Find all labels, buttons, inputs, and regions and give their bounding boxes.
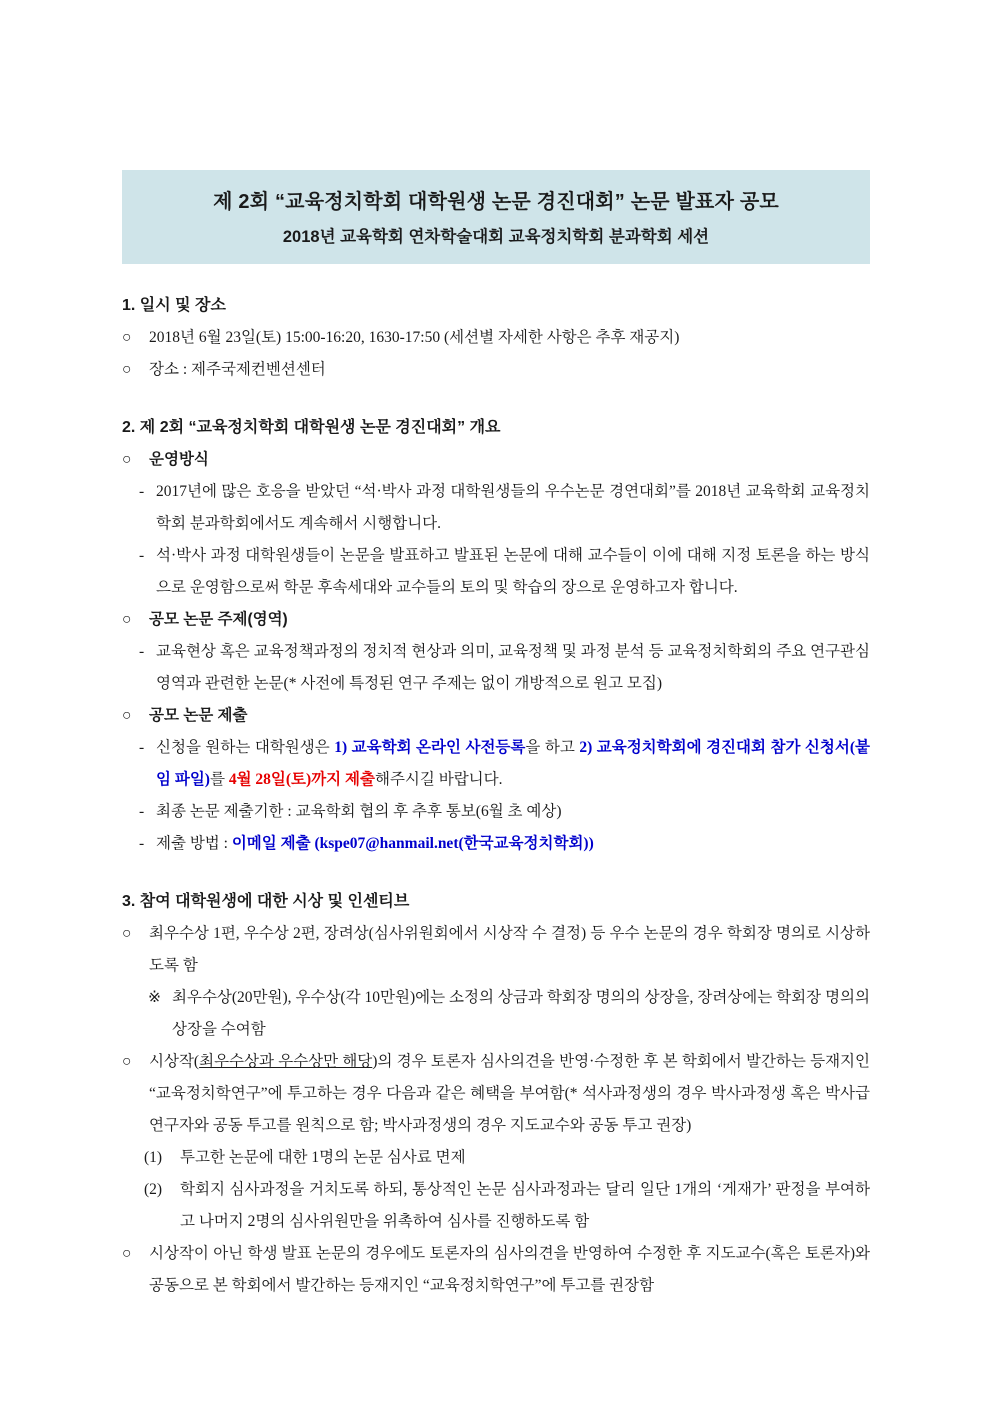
- circle-bullet: ○: [122, 707, 132, 724]
- submission-deadline-highlight: 4월 28일(토)까지 제출: [228, 771, 375, 788]
- awards-item: [122, 918, 870, 982]
- application-intro-text: 신청을 원하는 대학원생은: [156, 739, 335, 756]
- benefit-2-text: 학회지 심사과정을 거치도록 하되, 통상적인 논문 심사과정과는 달리 일단 1개의 ‘게재가’ 판정을 부여하고 나머지 2명의 심사위원만을 위촉하여 심사를 진행하도록 함: [180, 1181, 870, 1230]
- number-marker-2: (2): [144, 1181, 163, 1198]
- awards-text: 최우수상 1편, 우수상 2편, 장려상(심사위원회에서 시상작 수 결정) 등 우수 논문의 경우 학회장 명의로 시상하도록 함: [149, 925, 870, 974]
- circle-bullet: ○: [122, 1053, 132, 1070]
- application-closing-text: 해주시길 바랍니다.: [374, 771, 503, 788]
- application-procedure-text: [156, 732, 870, 796]
- journal-benefit-text: [149, 1046, 870, 1142]
- operation-history-text: 2017년에 많은 호응을 받았던 “석·박사 과정 대학원생들의 우수논문 경연대회”를 2018년 교육학회 교육정치학회 분과학회에서도 계속해서 시행합니다.: [156, 483, 870, 532]
- circle-bullet: ○: [122, 451, 132, 468]
- dash-bullet: -: [139, 483, 145, 500]
- paper-submission-label-item: [122, 700, 870, 732]
- section-3-heading: 3. 참여 대학원생에 대한 시상 및 인센티브: [122, 893, 410, 910]
- section-3: [122, 886, 870, 1302]
- application-connector-text: 을 하고: [525, 739, 580, 756]
- operation-method-label-item: [122, 444, 870, 476]
- circle-bullet: ○: [122, 925, 132, 942]
- submission-method-text: [156, 828, 870, 860]
- dash-bullet: -: [139, 835, 145, 852]
- online-registration-highlight: 1) 교육학회 온라인 사전등록: [334, 739, 526, 756]
- section-2: [122, 412, 870, 860]
- section-2-heading: 2. 제 2회 “교육정치학회 대학원생 논문 경진대회” 개요: [122, 419, 501, 436]
- non-awarded-text: 시상작이 아닌 학생 발표 논문의 경우에도 토론자의 심사의견을 반영하여 수정한 후 지도교수(혹은 토론자)와 공동으로 본 학회에서 발간하는 등재지인 “교육정치학연구”에 투고를 권장함: [149, 1245, 870, 1294]
- prize-note-text: 최우수상(20만원), 우수상(각 10만원)에는 소정의 상금과 학회장 명의의 상장을, 장려상에는 학회장 명의의 상장을 수여함: [172, 989, 870, 1038]
- section-1: [122, 290, 870, 386]
- non-awarded-item: [122, 1238, 870, 1302]
- paper-submission-label: 공모 논문 제출: [149, 707, 248, 724]
- operation-format-item: [122, 540, 870, 604]
- submission-method-label-text: 제출 방법 :: [156, 835, 232, 852]
- operation-history-item: [122, 476, 870, 540]
- paper-topic-label-item: [122, 604, 870, 636]
- dash-bullet: -: [139, 803, 145, 820]
- prize-note-item: [122, 982, 870, 1046]
- email-submission-highlight: 이메일 제출 (kspe07@hanmail.net(한국교육정치학회)): [231, 835, 594, 852]
- dash-bullet: -: [139, 547, 145, 564]
- circle-bullet: ○: [122, 1245, 132, 1262]
- section-1-heading: 1. 일시 및 장소: [122, 297, 226, 314]
- paper-topic-text: 교육현상 혹은 교육정책과정의 정치적 현상과 의미, 교육정책 및 과정 분석 등 교육정치학회의 주요 연구관심 영역과 관련한 논문(* 사전에 특정된 연구 주제는 없이 개방적으로 원고 모집): [156, 643, 870, 692]
- journal-benefit-item: [122, 1046, 870, 1142]
- dash-bullet: -: [139, 739, 145, 756]
- event-datetime-text: 2018년 6월 23일(토) 15:00-16:20, 1630-17:50 (세션별 자세한 사항은 추후 재공지): [149, 329, 680, 346]
- circle-bullet: ○: [122, 611, 132, 628]
- operation-method-label: 운영방식: [149, 451, 209, 468]
- announcement-subtitle: 2018년 교육학회 연차학술대회 교육정치학회 분과학회 세션: [282, 228, 710, 246]
- announcement-header: [122, 170, 870, 264]
- paper-topic-item: [122, 636, 870, 700]
- award-scope-underline: 최우수상과 우수상만 해당: [199, 1053, 373, 1070]
- benefit-2-item: [122, 1174, 870, 1238]
- benefit-1-item: [122, 1142, 870, 1174]
- circle-bullet: ○: [122, 329, 132, 346]
- dash-bullet: -: [139, 643, 145, 660]
- application-procedure-item: [122, 732, 870, 796]
- final-deadline-item: [122, 796, 870, 828]
- event-datetime-item: [122, 322, 870, 354]
- paper-topic-label: 공모 논문 주제(영역): [149, 611, 288, 628]
- reference-mark: ※: [148, 989, 161, 1006]
- circle-bullet: ○: [122, 361, 132, 378]
- journal-benefit-body-text: )의 경우 토론자 심사의견을 반영·수정한 후 본 학회에서 발간하는 등재지인 “교육정치학연구”에 투고하는 경우 다음과 같은 혜택을 부여함(* 석사과정생의 경우 박사과정생 혹은 박사급 연구자와 공동 투고를 원칙으로 함; 박사과정생의 경우 지도교수와 공동 투고 권장): [149, 1053, 870, 1134]
- benefit-1-text: 투고한 논문에 대한 1명의 논문 심사료 면제: [180, 1149, 466, 1166]
- operation-format-text: 석·박사 과정 대학원생들이 논문을 발표하고 발표된 논문에 대해 교수들이 이에 대해 지정 토론을 하는 방식으로 운영함으로써 학문 후속세대와 교수들의 토의 및 학습의 장으로 운영하고자 합니다.: [156, 547, 870, 596]
- submission-method-item: [122, 828, 870, 860]
- number-marker-1: (1): [144, 1149, 163, 1166]
- application-particle-text: 를: [209, 771, 229, 788]
- journal-benefit-lead-text: 시상작(: [149, 1053, 200, 1070]
- event-location-text: 장소 : 제주국제컨벤션센터: [149, 361, 326, 378]
- event-location-item: [122, 354, 870, 386]
- application-form-highlight: 2) 교육정치학회에 경진대회 참가 신청서(붙임 파일): [156, 739, 870, 788]
- announcement-title: 제 2회 “교육정치학회 대학원생 논문 경진대회” 논문 발표자 공모: [213, 191, 779, 213]
- final-deadline-text: 최종 논문 제출기한 : 교육학회 협의 후 추후 통보(6월 초 예상): [156, 803, 562, 820]
